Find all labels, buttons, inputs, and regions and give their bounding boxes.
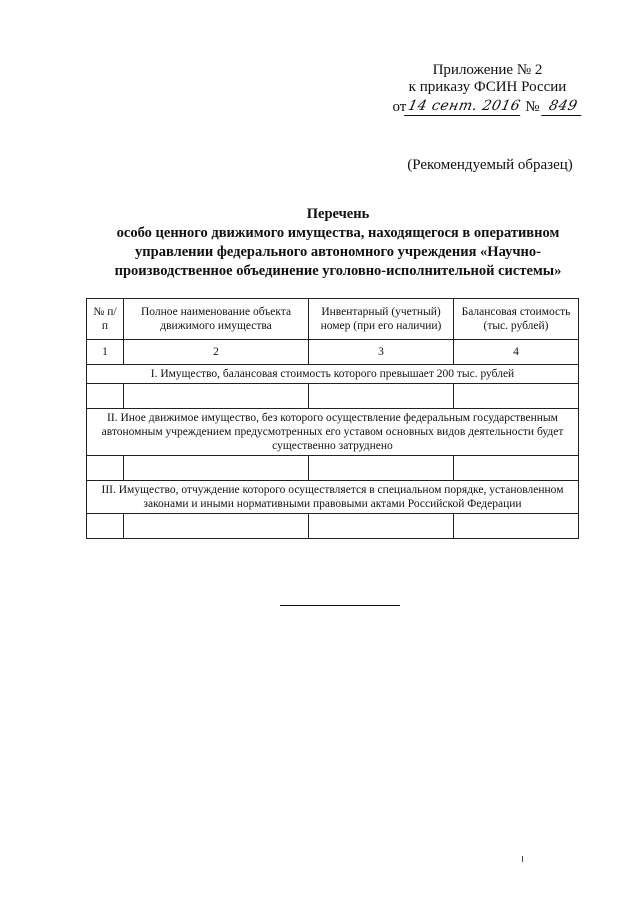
table-cell — [87, 514, 124, 539]
order-date-line — [380, 98, 595, 116]
table-row — [87, 456, 579, 481]
header-name: Полное наименование объекта движимого имущества — [124, 299, 309, 340]
table-cell — [124, 456, 309, 481]
header-inventory: Инвентарный (учетный) номер (при его наличии) — [309, 299, 454, 340]
appendix-label: Приложение № 2 — [432, 62, 543, 78]
recommended-sample-note: (Рекомендуемый образец) — [407, 157, 573, 173]
column-number: 1 — [87, 340, 124, 365]
number-label: № — [525, 99, 540, 115]
table-cell — [309, 384, 454, 409]
table-cell — [454, 456, 579, 481]
table-cell — [454, 384, 579, 409]
title-line-1: Перечень — [306, 206, 370, 222]
header-number: № п/п — [87, 299, 124, 340]
section-row — [87, 365, 579, 384]
table-cell — [454, 514, 579, 539]
title-line-4: производственное объединение уголовно-исполнительной системы» — [114, 263, 562, 279]
table-cell — [309, 456, 454, 481]
table-row — [87, 514, 579, 539]
section-row — [87, 409, 579, 456]
table-cell — [87, 456, 124, 481]
from-prefix: от — [392, 99, 407, 115]
section-3-heading: III. Имущество, отчуждение которого осуществляется в специальном порядке, установленном законами и иными нормативными правовыми актами Российской Федерации — [87, 481, 579, 514]
column-numbers-row — [87, 340, 579, 365]
column-number: 3 — [309, 340, 454, 365]
table-header-row — [87, 299, 579, 340]
table-cell — [124, 514, 309, 539]
closing-divider — [280, 605, 400, 606]
order-reference: к приказу ФСИН России — [408, 79, 567, 95]
section-1-heading: I. Имущество, балансовая стоимость которого превышает 200 тыс. рублей — [87, 365, 579, 384]
scan-speck — [522, 856, 523, 862]
table-cell — [309, 514, 454, 539]
appendix-header — [380, 62, 595, 116]
table-row — [87, 384, 579, 409]
section-row — [87, 481, 579, 514]
column-number: 2 — [124, 340, 309, 365]
handwritten-date: 14 сент. 2016 — [404, 98, 524, 116]
table-cell — [124, 384, 309, 409]
property-table — [86, 298, 579, 539]
table-cell — [87, 384, 124, 409]
title-line-2: особо ценного движимого имущества, находящегося в оперативном — [116, 225, 560, 241]
handwritten-number: 849 — [541, 98, 585, 116]
header-balance: Балансовая стоимость (тыс. рублей) — [454, 299, 579, 340]
column-number: 4 — [454, 340, 579, 365]
document-title — [88, 205, 588, 281]
title-line-3: управлении федерального автономного учреждения «Научно- — [135, 244, 541, 260]
section-2-heading: II. Иное движимое имущество, без которого осуществление федеральным государственным автономным учреждением предусмотренных его уставом основных видов деятельности будет существенно затруднено — [87, 409, 579, 456]
